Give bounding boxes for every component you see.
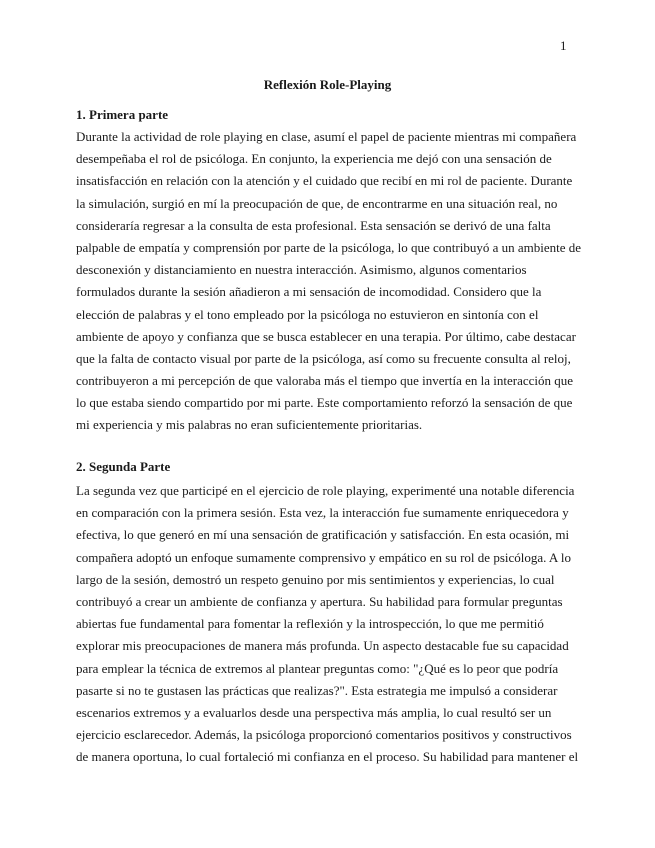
paragraph-line: Durante la actividad de role playing en clase, asumí el papel de paciente mientras mi compañera xyxy=(76,129,577,144)
paragraph-line: para emplear la técnica de extremos al plantear preguntas como: "¿Qué es lo peor que podría xyxy=(76,660,559,676)
section-paragraph-2 xyxy=(76,480,582,768)
paragraph-line: desempeñaba el rol de psicóloga. En conjunto, la experiencia me dejó con una sensación de xyxy=(76,151,552,167)
paragraph-line: la simulación, surgió en mí la preocupación de que, de encontrarme en una situación real, no xyxy=(76,195,558,211)
section-paragraph-1 xyxy=(76,126,582,437)
paragraph-line: lo que estaba siendo compartido por mi parte. Este comportamiento reforzó la sensación de que xyxy=(76,395,573,411)
section-heading-2: 2. Segunda Parte xyxy=(76,459,171,474)
paragraph-line: abiertas fue fundamental para fomentar la reflexión y la introspección, lo que me permitió xyxy=(76,616,544,632)
paragraph-line: largo de la sesión, demostró un respeto genuino por mis sentimientos y experiencias, lo cual xyxy=(76,571,555,587)
paragraph-line: compañera adoptó un enfoque sumamente comprensivo y empático en su rol de psicóloga. A lo xyxy=(76,549,571,565)
paragraph-line: que la falta de contacto visual por parte de la psicóloga, así como su frecuente consulta al reloj, xyxy=(76,350,571,366)
paragraph-line: de manera oportuna, lo cual fortaleció mi confianza en el proceso. Su habilidad para mantener el xyxy=(76,749,579,765)
paragraph-line: desconexión y distanciamiento en nuestra interacción. Asimismo, algunos comentarios xyxy=(76,262,527,278)
section-heading-1: 1. Primera parte xyxy=(76,107,169,122)
page-number: 1 xyxy=(560,38,567,53)
paragraph-line: ambiente de apoyo y confianza que se busca establecer en una terapia. Por último, cabe destacar xyxy=(76,328,576,344)
paragraph-line: en comparación con la primera sesión. Esta vez, la interacción fue sumamente enriquecedora y xyxy=(76,505,569,521)
paragraph-line: elección de palabras y el tono empleado por la psicóloga no estuvieron en sintonía con el xyxy=(76,306,539,322)
paragraph-line: pasarte si no te gustasen las prácticas que realizas?". Esta estrategia me impulsó a considerar xyxy=(76,682,558,698)
paragraph-line: formulados durante la sesión añadieron a mi sensación de incomodidad. Considero que la xyxy=(76,284,542,300)
paragraph-line: contribuyó a crear un ambiente de confianza y apertura. Su habilidad para formular preguntas xyxy=(76,593,563,609)
paragraph-line: insatisfacción en relación con la atención y el cuidado que recibí en mi rol de paciente. Durante xyxy=(76,173,573,189)
paragraph-line: consideraría regresar a la consulta de esta profesional. Esta sensación se derivó de una falta xyxy=(76,217,551,233)
paragraph-line: escenarios extremos y a evaluarlos desde una perspectiva más amplia, lo cual resultó ser un xyxy=(76,704,552,720)
paragraph-line: explorar mis preocupaciones de manera más profunda. Un aspecto destacable fue su capacidad xyxy=(76,638,569,654)
document-title: Reflexión Role-Playing xyxy=(263,77,392,92)
paragraph-line: ejercicio esclarecedor. Además, la psicóloga proporcionó comentarios positivos y constructivos xyxy=(76,727,572,743)
paragraph-line: palpable de empatía y comprensión por parte de la psicóloga, lo que contribuyó a un ambiente de xyxy=(76,239,582,255)
paragraph-line: mi experiencia y mis palabras no eran suficientemente prioritarias. xyxy=(76,417,423,433)
paragraph-line: La segunda vez que participé en el ejercicio de role playing, experimenté una notable diferencia xyxy=(76,483,575,498)
paragraph-line: contribuyeron a mi percepción de que valoraba más el tiempo que invertía en la interacción que xyxy=(76,373,574,389)
paragraph-line: efectiva, lo que generó en mí una sensación de gratificación y satisfacción. En esta ocasión, mi xyxy=(76,527,570,543)
